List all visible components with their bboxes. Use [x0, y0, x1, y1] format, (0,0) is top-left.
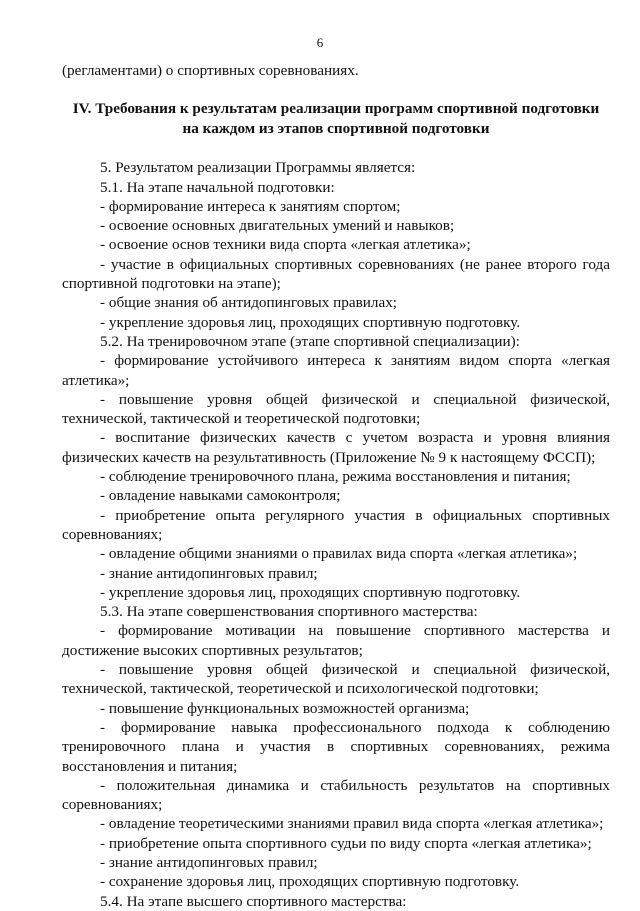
- list-item: - укрепление здоровья лиц, проходящих спортивную подготовку.: [100, 583, 521, 601]
- paragraph-5: 5. Результатом реализации Программы является:: [100, 159, 416, 177]
- list-item: - укрепление здоровья лиц, проходящих спортивную подготовку.: [100, 313, 521, 331]
- list-item: - участие в официальных спортивных соревнованиях (не ранее второго года спортивной подготовки на этапе);: [62, 255, 610, 293]
- list-item: - освоение основ техники вида спорта «легкая атлетика»;: [100, 236, 471, 254]
- section-heading-line-2: на каждом из этапов спортивной подготовки: [182, 120, 490, 138]
- list-item: - сохранение здоровья лиц, проходящих спортивную подготовку.: [100, 873, 520, 891]
- list-item: - повышение уровня общей физической и специальной физической, технической, тактической и теоретической подготовки;: [62, 390, 610, 428]
- list-item: - формирование устойчивого интереса к занятиям видом спорта «легкая атлетика»;: [62, 352, 610, 389]
- list-item: - общие знания об антидопинговых правилах;: [100, 294, 398, 312]
- page-number: 6: [316, 35, 324, 50]
- list-item: - положительная динамика и стабильность результатов на спортивных соревнованиях;: [62, 776, 610, 814]
- section-heading-line-1: IV. Требования к результатам реализации программ спортивной подготовки: [72, 100, 600, 118]
- list-item: - формирование интереса к занятиям спортом;: [100, 197, 401, 215]
- list-item: - формирование мотивации на повышение спортивного мастерства и достижение высоких спортивных результатов;: [62, 622, 610, 659]
- list-item: - повышение функциональных возможностей организма;: [100, 699, 470, 717]
- list-item: - овладение навыками самоконтроля;: [100, 487, 341, 505]
- paragraph-5-4: 5.4. На этапе высшего спортивного мастерства:: [100, 892, 407, 910]
- list-item: - повышение уровня общей физической и специальной физической, технической, тактической, теоретической и психологической подготовки;: [62, 661, 610, 698]
- list-item: - овладение общими знаниями о правилах вида спорта «легкая атлетика»;: [100, 545, 578, 563]
- list-item: - приобретение опыта спортивного судьи по виду спорта «легкая атлетика»;: [100, 834, 592, 852]
- paragraph-list: [62, 158, 610, 911]
- list-item: - знание антидопинговых правил;: [100, 564, 318, 582]
- list-item: - знание антидопинговых правил;: [100, 853, 318, 871]
- document-body: [62, 61, 610, 911]
- paragraph-5-1: 5.1. На этапе начальной подготовки:: [100, 178, 335, 196]
- list-item: - формирование навыка профессионального подхода к соблюдению тренировочного плана и участия в спортивных соревнованиях, режима восстановления и питания;: [62, 718, 610, 775]
- paragraph-5-2: 5.2. На тренировочном этапе (этапе спортивной специализации):: [100, 332, 520, 350]
- list-item: - соблюдение тренировочного плана, режима восстановления и питания;: [100, 468, 571, 486]
- list-item: - освоение основных двигательных умений и навыков;: [100, 217, 455, 235]
- section-heading: [62, 99, 610, 139]
- list-item: - овладение теоретическими знаниями правил вида спорта «легкая атлетика»;: [100, 815, 604, 833]
- intro-line: (регламентами) о спортивных соревнованиях.: [62, 62, 359, 79]
- list-item: - воспитание физических качеств с учетом возраста и уровня влияния физических качеств на результативность (Приложение № 9 к настоящему ФССП);: [62, 429, 610, 466]
- list-item: - приобретение опыта регулярного участия в официальных спортивных соревнованиях;: [62, 506, 610, 543]
- paragraph-5-3: 5.3. На этапе совершенствования спортивного мастерства:: [100, 603, 478, 621]
